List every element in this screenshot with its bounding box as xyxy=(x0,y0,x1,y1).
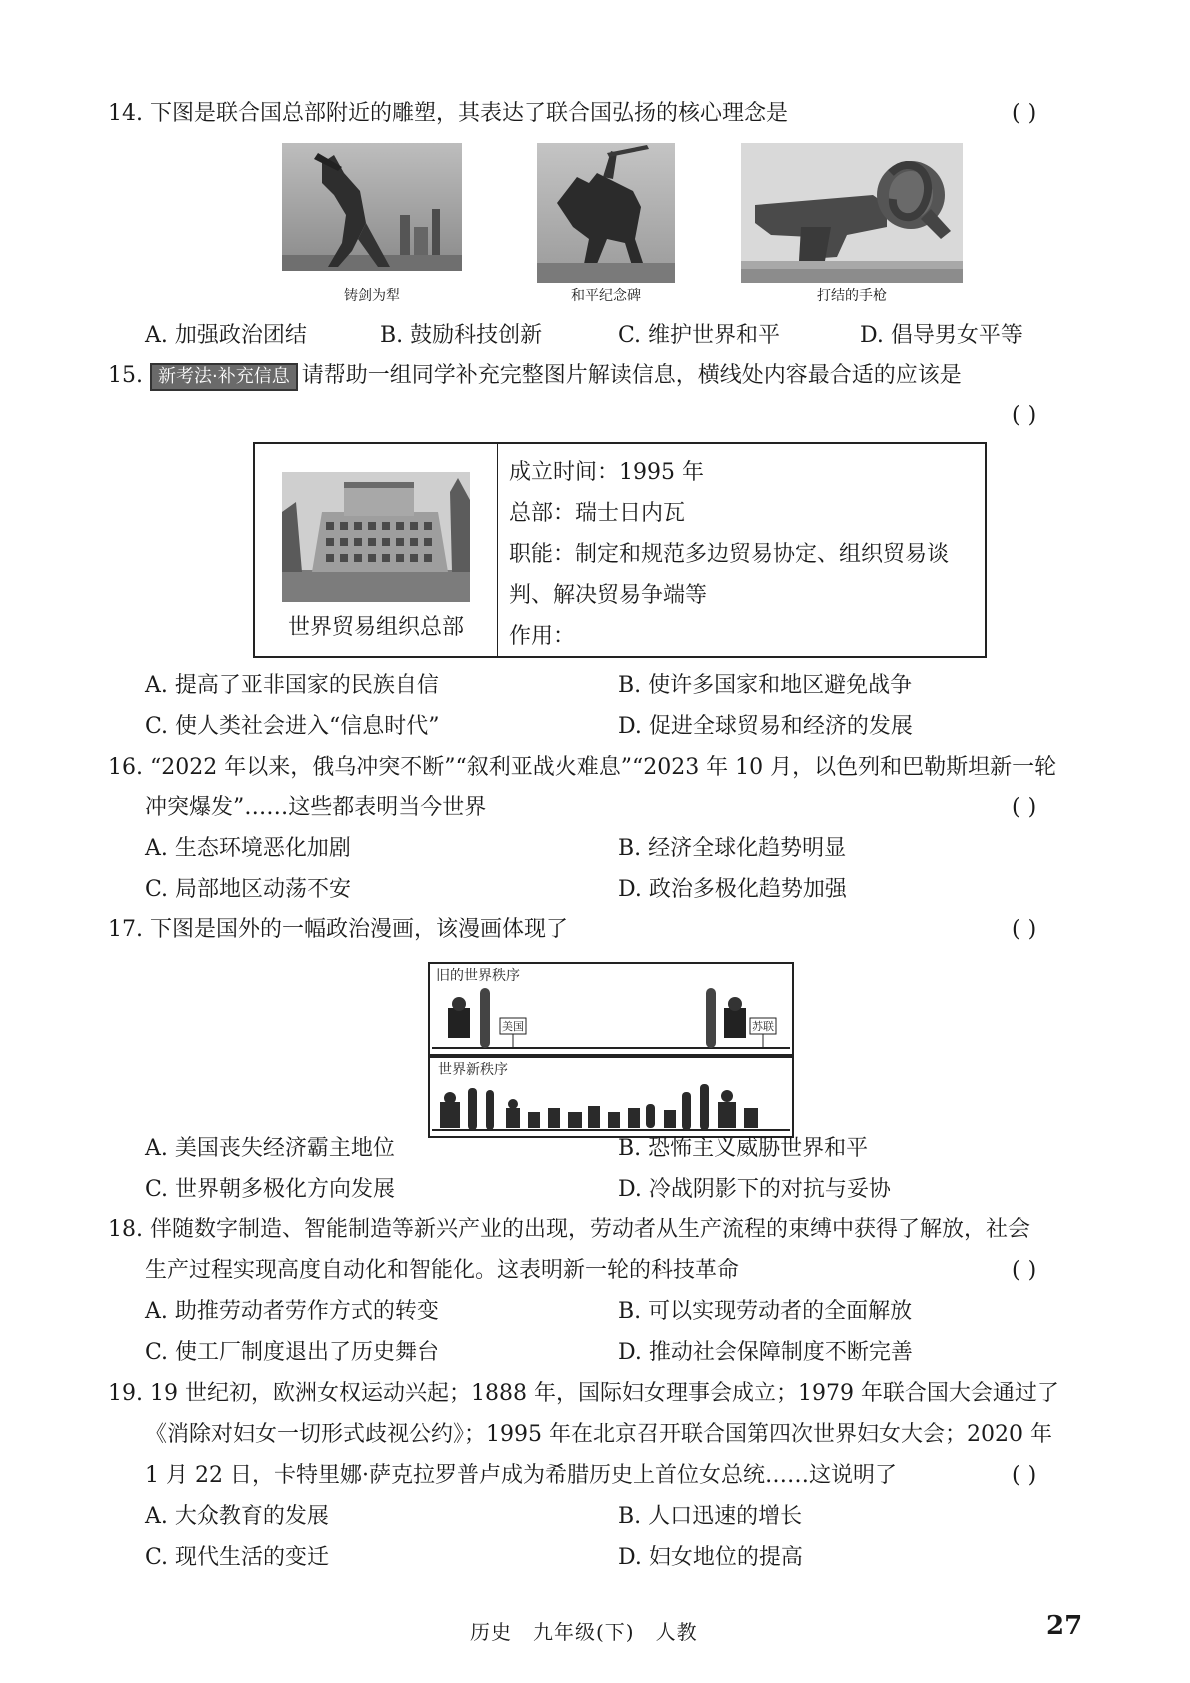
q17-option-b: B. 恐怖主义威胁世界和平 xyxy=(618,1136,869,1161)
q19-stem-line-1: 19. 19 世纪初，欧洲女权运动兴起；1888 年，国际妇女理事会成立；1979 年联合国大会通过了 xyxy=(108,1381,1059,1406)
cartoon-label-us: 美国 xyxy=(502,1020,524,1033)
political-cartoon-image xyxy=(428,962,794,1138)
q17-option-d: D. 冷战阴影下的对抗与妥协 xyxy=(618,1177,891,1202)
sculpture-sword-plow-image xyxy=(282,143,462,303)
q14-option-d: D. 倡导男女平等 xyxy=(860,323,1023,348)
q18-option-d: D. 推动社会保障制度不断完善 xyxy=(618,1340,913,1365)
q16-stem-line-2: 冲突爆发”……这些都表明当今世界 xyxy=(145,795,487,820)
q18-stem-line-2: 生产过程实现高度自动化和智能化。这表明新一轮的科技革命 xyxy=(145,1258,740,1283)
footer-book-info: 历史 九年级(下) 人教 xyxy=(470,1620,698,1644)
q15-option-b: B. 使许多国家和地区避免战争 xyxy=(618,673,913,698)
q15-option-a: A. 提高了亚非国家的民族自信 xyxy=(145,673,439,698)
q15-option-c: C. 使人类社会进入“信息时代” xyxy=(145,714,440,739)
wto-text-panel xyxy=(509,452,949,657)
q18-stem-line-1: 18. 伴随数字制造、智能制造等新兴产业的出现，劳动者从生产流程的束缚中获得了解放，社会 xyxy=(108,1217,1030,1242)
q15-stem xyxy=(108,360,962,392)
caption-knotted-gun: 打结的手枪 xyxy=(817,288,887,304)
q16-option-b: B. 经济全球化趋势明显 xyxy=(618,836,847,861)
page-number: 27 xyxy=(1046,1611,1083,1641)
sculpture-knotted-gun-image xyxy=(741,143,963,283)
wto-role-blank xyxy=(575,632,693,657)
q16-option-a: A. 生态环境恶化加剧 xyxy=(145,836,351,861)
q15-number: 15. xyxy=(108,363,143,388)
wto-image-panel xyxy=(255,444,498,656)
q18-option-c: C. 使工厂制度退出了历史舞台 xyxy=(145,1340,440,1365)
q19-option-b: B. 人口迅速的增长 xyxy=(618,1504,803,1529)
q17-option-c: C. 世界朝多极化方向发展 xyxy=(145,1177,396,1202)
wto-founded: 成立时间：1995 年 xyxy=(509,460,704,485)
wto-role-label: 作用： xyxy=(509,624,576,649)
q14-answer-paren: ( ) xyxy=(1012,101,1037,126)
wto-function-line-2: 判、解决贸易争端等 xyxy=(509,583,708,608)
sculpture-peace-monument-image xyxy=(537,143,675,283)
q15-text: 请帮助一组同学补充完整图片解读信息，横线处内容最合适的应该是 xyxy=(301,363,962,388)
wto-info-box xyxy=(253,442,987,658)
q14-option-a: A. 加强政治团结 xyxy=(145,323,307,348)
cartoon-new-order-title: 世界新秩序 xyxy=(438,1062,508,1078)
q17-answer-paren: ( ) xyxy=(1012,917,1037,942)
q16-answer-paren: ( ) xyxy=(1012,795,1037,820)
cartoon-label-su: 苏联 xyxy=(752,1020,774,1033)
wto-caption: 世界贸易组织总部 xyxy=(287,615,464,640)
wto-headquarters-image xyxy=(282,472,470,602)
q15-answer-paren: ( ) xyxy=(1012,403,1037,428)
q18-option-a: A. 助推劳动者劳作方式的转变 xyxy=(145,1299,439,1324)
caption-sword-plow: 铸剑为犁 xyxy=(344,288,400,304)
wto-role-line xyxy=(509,616,949,657)
q16-option-d: D. 政治多极化趋势加强 xyxy=(618,877,847,902)
q15-new-format-tag: 新考法·补充信息 xyxy=(150,363,298,391)
q14-option-b: B. 鼓励科技创新 xyxy=(380,323,543,348)
q19-answer-paren: ( ) xyxy=(1012,1463,1037,1488)
q15-option-d: D. 促进全球贸易和经济的发展 xyxy=(618,714,913,739)
q17-option-a: A. 美国丧失经济霸主地位 xyxy=(145,1136,395,1161)
q19-stem-line-3: 1 月 22 日，卡特里娜·萨克拉罗普卢成为希腊历史上首位女总统……这说明了 xyxy=(145,1463,897,1488)
q19-option-d: D. 妇女地位的提高 xyxy=(618,1545,803,1570)
q14-stem: 14. 下图是联合国总部附近的雕塑，其表达了联合国弘扬的核心理念是 xyxy=(108,101,788,126)
q19-stem-line-2: 《消除对妇女一切形式歧视公约》；1995 年在北京召开联合国第四次世界妇女大会；2020 年 xyxy=(145,1422,1052,1447)
q19-option-c: C. 现代生活的变迁 xyxy=(145,1545,330,1570)
q18-answer-paren: ( ) xyxy=(1012,1258,1037,1283)
wto-function-line-1: 职能：制定和规范多边贸易协定、组织贸易谈 xyxy=(509,542,950,567)
wto-headquarters: 总部：瑞士日内瓦 xyxy=(509,501,686,526)
q16-stem-line-1: 16. “2022 年以来，俄乌冲突不断”“叙利亚战火难息”“2023 年 10 月，以色列和巴勒斯坦新一轮 xyxy=(108,755,1057,780)
caption-peace-monument: 和平纪念碑 xyxy=(571,288,641,304)
q19-option-a: A. 大众教育的发展 xyxy=(145,1504,329,1529)
q16-option-c: C. 局部地区动荡不安 xyxy=(145,877,352,902)
cartoon-old-order-title: 旧的世界秩序 xyxy=(436,968,520,984)
q18-option-b: B. 可以实现劳动者的全面解放 xyxy=(618,1299,913,1324)
q17-stem: 17. 下图是国外的一幅政治漫画，该漫画体现了 xyxy=(108,917,568,942)
q14-option-c: C. 维护世界和平 xyxy=(618,323,781,348)
